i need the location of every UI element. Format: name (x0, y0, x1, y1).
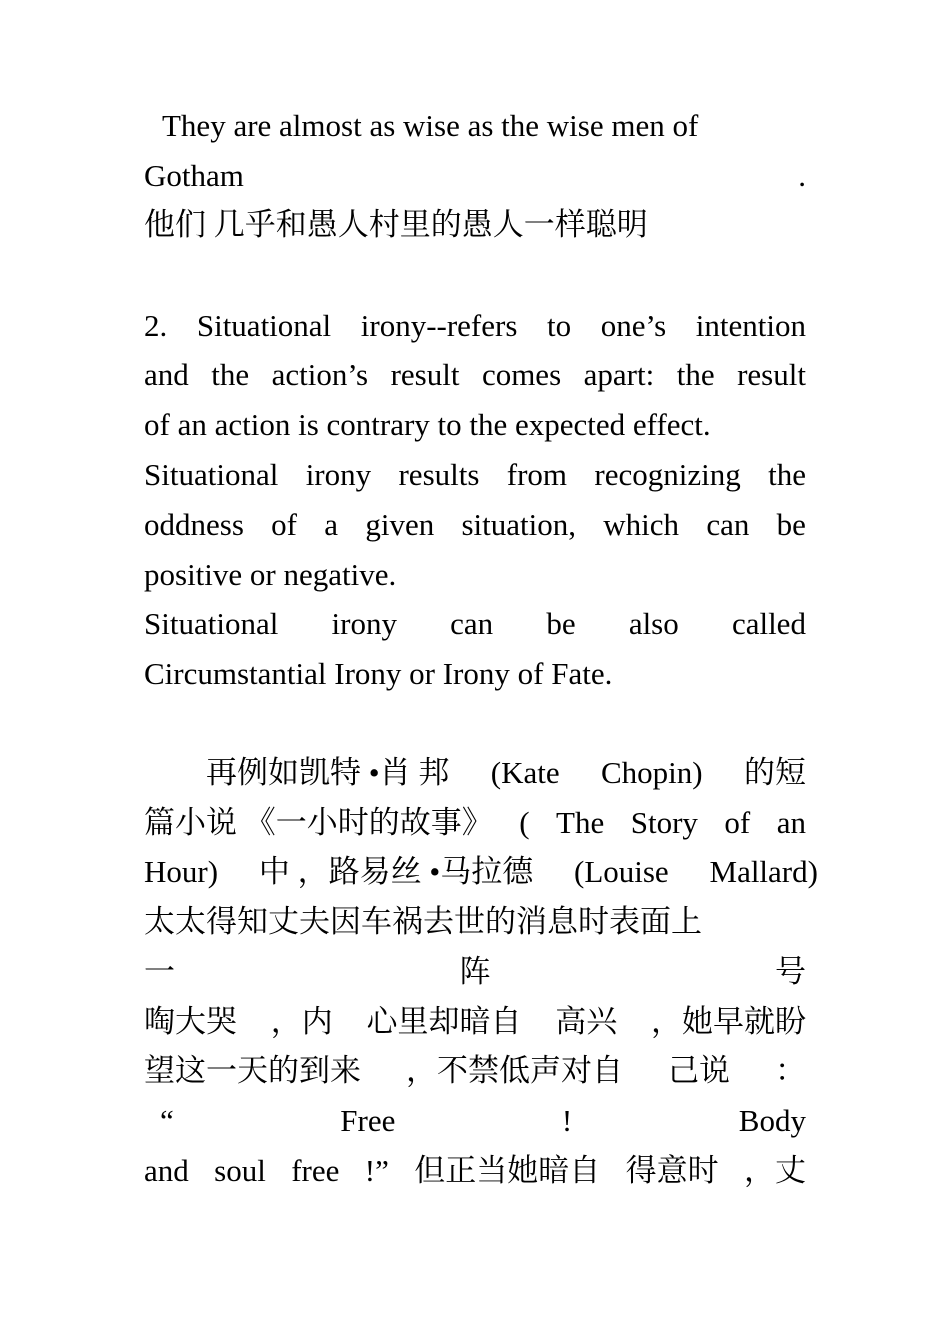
word: 号 (775, 954, 806, 989)
word: 心里却暗自 (366, 1004, 522, 1039)
word: irony--refers (360, 308, 518, 343)
story-line-7 (144, 1051, 806, 1091)
word: given (365, 507, 435, 542)
word: (Louise (574, 854, 669, 889)
word: can (450, 606, 494, 641)
word: 但正当她暗自 (414, 1153, 601, 1188)
story-line-5 (144, 952, 806, 992)
word: be (546, 606, 576, 641)
word: one’s (600, 308, 667, 343)
word: also (628, 606, 679, 641)
word: situation, (461, 507, 577, 542)
word: free (291, 1153, 340, 1188)
word: intention (695, 308, 806, 343)
word: the (211, 357, 250, 392)
story-line-8 (144, 1101, 806, 1141)
story-line-9 (144, 1151, 806, 1191)
situational-line-4 (144, 455, 806, 495)
example-en-line-1 (144, 106, 806, 146)
word: ，她早就盼 (651, 1004, 806, 1039)
word: ，不禁低声对自 (406, 1053, 623, 1088)
word: 再例如凯特 •肖 邦 (144, 755, 450, 790)
story-line-4: 太太得知丈夫因车祸去世的消息时表面上 (144, 904, 702, 939)
word: oddness (144, 507, 244, 542)
word: 阵 (459, 954, 491, 989)
word: can (706, 507, 750, 542)
word: 望这一天的到来 (144, 1053, 361, 1088)
word: the (676, 357, 715, 392)
word: (Kate (490, 755, 560, 790)
word: 得意时 (625, 1153, 719, 1188)
word: of (271, 507, 297, 542)
word: to (547, 308, 572, 343)
word: apart: (583, 357, 655, 392)
word: The (556, 805, 605, 840)
word: Chopin) (600, 755, 703, 790)
word: 篇小说 《一小时的故事》 (144, 805, 493, 840)
word: soul (214, 1153, 266, 1188)
word: results (398, 457, 480, 492)
word: Mallard) (709, 854, 818, 889)
word: called (731, 606, 806, 641)
example-en-text: They are almost as wise as the wise men of (162, 108, 699, 143)
word: ( (519, 805, 530, 840)
word: 啕大哭 (144, 1004, 237, 1039)
situational-line-7 (144, 604, 806, 644)
word: the (768, 457, 806, 492)
word: an (776, 805, 806, 840)
word: which (603, 507, 680, 542)
word: be (776, 507, 806, 542)
word: ： (775, 1053, 806, 1088)
word: 2. (144, 308, 168, 343)
word: irony (331, 606, 397, 641)
word: comes (481, 357, 562, 392)
situational-line-2 (144, 355, 806, 395)
situational-line-5 (144, 505, 806, 545)
situational-line-8: Circumstantial Irony or Irony of Fate. (144, 656, 613, 691)
word: “ (160, 1103, 174, 1138)
story-line-3 (144, 852, 818, 892)
situational-line-1 (144, 306, 806, 346)
word: and (144, 357, 189, 392)
word: Situational (196, 308, 332, 343)
situational-line-6: positive or negative. (144, 557, 397, 592)
story-line-1 (144, 753, 806, 793)
word: ，内 (270, 1004, 333, 1039)
word: and (144, 1153, 189, 1188)
word: Gotham (144, 158, 244, 193)
word: ，丈 (743, 1153, 806, 1188)
example-en-line-2 (144, 156, 806, 196)
word: 的短 (744, 755, 806, 790)
word: Situational (144, 606, 279, 641)
word: Story (630, 805, 698, 840)
story-line-6 (144, 1002, 806, 1042)
word: 己说 (668, 1053, 730, 1088)
word: irony (305, 457, 372, 492)
word: a (324, 507, 339, 542)
word: from (506, 457, 568, 492)
word: recognizing (594, 457, 741, 492)
word: !” (364, 1153, 389, 1188)
word: 一 (144, 954, 175, 989)
word: result (390, 357, 460, 392)
word: result (737, 357, 806, 392)
word: Hour) (144, 854, 219, 889)
word: 高兴 (555, 1004, 618, 1039)
word: 中 ，路易丝 •马拉德 (258, 854, 534, 889)
word: ! (561, 1103, 573, 1138)
word: of (724, 805, 751, 840)
word: action’s (271, 357, 369, 392)
situational-line-3: of an action is contrary to the expected effect. (144, 407, 711, 442)
word: Situational (144, 457, 279, 492)
example-zh-line: 他们 几乎和愚人村里的愚人一样聪明 (144, 207, 648, 242)
word: Body (738, 1103, 806, 1138)
story-line-2 (144, 803, 806, 843)
word: . (798, 158, 806, 193)
word: Free (340, 1103, 396, 1138)
